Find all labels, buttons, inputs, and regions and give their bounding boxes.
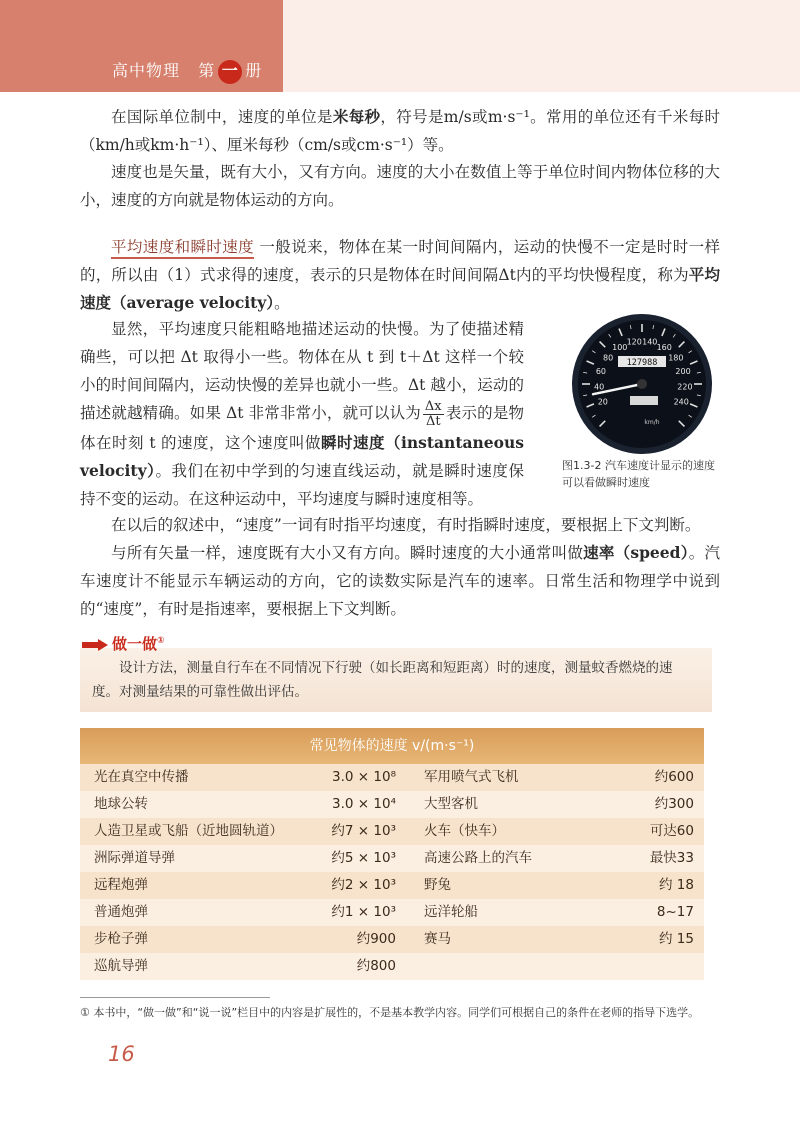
page-number: 16 xyxy=(108,1042,135,1066)
table-row xyxy=(80,953,704,980)
dial-label: 220 xyxy=(677,382,693,392)
text: ，符号是m/s或m·s⁻¹。常用的单位还有千米每时（km/h或km·h⁻¹）、厘米每秒（cm/s或cm·s⁻¹）等。 xyxy=(80,108,720,154)
text: 在国际单位制中，速度的单位是 xyxy=(111,108,333,126)
dial-label: 160 xyxy=(656,343,672,353)
header-band-light xyxy=(283,0,800,92)
table-row xyxy=(80,926,704,953)
table-row xyxy=(80,791,704,818)
object-name: 赛马 xyxy=(424,931,451,947)
speed-value: 约600 xyxy=(654,769,694,785)
dial-label: 80 xyxy=(603,353,614,363)
speed-value: 约7 × 10³ xyxy=(331,823,396,839)
trip-meter xyxy=(630,396,658,405)
needle-hub xyxy=(637,379,647,389)
text: 一般说来，物体在某一时间间隔内，运动的快慢不一定是时时一样的，所以由（1）式求得的速度，表示的只是物体在时间间隔Δt内的平均快慢程度，称为 xyxy=(80,238,720,284)
paragraph-units xyxy=(80,103,720,159)
fraction-dx-dt xyxy=(423,400,444,429)
fraction-denominator: Δt xyxy=(425,413,441,429)
dial-label: 180 xyxy=(668,353,684,363)
text: 表示的是物体在时刻 t 的速度，这个速度叫做 xyxy=(80,404,524,452)
keyword-english: （speed） xyxy=(614,543,689,562)
object-name: 洲际弹道导弹 xyxy=(94,850,175,866)
speed-value: 最快33 xyxy=(649,850,694,866)
footnote: ① 本书中，“做一做”和“说一说”栏目中的内容是扩展性的，不是基本教学内容。同学们可根据自己的条件在老师的指导下选学。 xyxy=(80,1006,700,1019)
arrow-icon xyxy=(82,639,108,651)
text: 。我们在初中学到的匀速直线运动，就是瞬时速度保持不变的运动。在这种运动中，平均速度与瞬时速度相等。 xyxy=(80,461,524,508)
table-row xyxy=(80,764,704,791)
activity-title xyxy=(82,633,165,654)
dial-label: 100 xyxy=(612,343,628,353)
speed-value xyxy=(600,953,704,980)
dial-label: 140 xyxy=(642,337,658,347)
table-title: 常见物体的速度 v/(m·s⁻¹) xyxy=(80,728,704,764)
speed-value: 约800 xyxy=(356,958,396,974)
speed-value: 3.0 × 10⁴ xyxy=(332,796,396,812)
text: 。汽车速度计不能显示车辆运动的方向，它的读数实际是汽车的速率。日常生活和物理学中说到的“速度”，有时是指速率，要根据上下文判断。 xyxy=(80,544,720,618)
speed-table xyxy=(80,728,704,980)
object-name: 光在真空中传播 xyxy=(94,769,189,785)
speedometer-figure xyxy=(562,312,722,457)
table-row xyxy=(80,899,704,926)
odometer-value: 127988 xyxy=(626,358,658,368)
unit-label: km/h xyxy=(644,419,660,426)
footnote-marker: ① xyxy=(157,636,165,646)
text: 显然，平均速度只能粗略地描述运动的快慢。为了使描述精确些，可以把 Δt 取得小一些。物体在从 t 到 t＋Δt 这样一个较小的时间间隔内，运动快慢的差异也就小一些。Δt 越小，运动的描述就越精确。如果 Δt 非常非常小，就可以认为 xyxy=(80,320,524,422)
section-tag: 平均速度和瞬时速度 xyxy=(111,238,254,259)
running-header xyxy=(112,58,262,84)
speed-value: 约2 × 10³ xyxy=(331,877,396,893)
table-row xyxy=(80,818,704,845)
book-title: 高中物理 xyxy=(112,61,181,80)
paragraph-vector: 速度也是矢量，既有大小，又有方向。速度的大小在数值上等于单位时间内物体位移的大小，速度的方向就是物体运动的方向。 xyxy=(80,163,720,209)
fraction-numerator: Δx xyxy=(424,398,442,414)
object-name: 地球公转 xyxy=(94,796,148,812)
volume-suffix: 册 xyxy=(245,61,263,80)
speed-value: 约1 × 10³ xyxy=(331,904,396,920)
object-name: 高速公路上的汽车 xyxy=(424,850,532,866)
dial-label: 20 xyxy=(597,397,608,407)
text: 。 xyxy=(274,294,290,312)
object-name xyxy=(400,953,600,980)
keyword-english: （instantaneous velocity） xyxy=(80,432,524,480)
object-name: 远洋轮船 xyxy=(424,904,478,920)
object-name: 步枪子弹 xyxy=(94,931,148,947)
speed-value: 8~17 xyxy=(656,904,694,920)
speed-value: 可达60 xyxy=(649,823,694,839)
activity-title-text: 做一做 xyxy=(112,635,158,653)
speed-value: 约 18 xyxy=(659,877,694,893)
figure-caption: 图1.3-2 汽车速度计显示的速度可以看做瞬时速度 xyxy=(562,459,715,489)
dial-label: 200 xyxy=(675,367,691,377)
table-row xyxy=(80,872,704,899)
object-name: 火车（快车） xyxy=(424,823,505,839)
paragraph-average-velocity xyxy=(80,233,720,317)
table-row xyxy=(80,845,704,872)
object-name: 远程炮弹 xyxy=(94,877,148,893)
object-name: 巡航导弹 xyxy=(94,958,148,974)
table-body xyxy=(80,764,704,980)
paragraph-speed xyxy=(80,539,720,623)
object-name: 军用喷气式飞机 xyxy=(424,769,519,785)
speed-value: 约5 × 10³ xyxy=(331,850,396,866)
object-name: 普通炮弹 xyxy=(94,904,148,920)
text: 与所有矢量一样，速度既有大小又有方向。瞬时速度的大小通常叫做 xyxy=(111,544,584,562)
dial-label: 60 xyxy=(595,367,607,377)
dial-label: 120 xyxy=(626,337,642,347)
keyword: 速率 xyxy=(583,543,615,562)
dial-label: 40 xyxy=(593,382,605,392)
footnote-divider xyxy=(80,997,270,998)
volume-number-badge: 一 xyxy=(218,60,242,84)
speed-value: 约900 xyxy=(356,931,396,947)
object-name: 人造卫星或飞船（近地圆轨道） xyxy=(94,823,283,839)
keyword: 平均速度 xyxy=(80,265,720,312)
keyword: 瞬时速度 xyxy=(320,432,385,452)
keyword-english: （average velocity） xyxy=(111,293,275,312)
paragraph-instantaneous xyxy=(80,315,524,513)
object-name: 野兔 xyxy=(424,877,451,893)
keyword: 米每秒 xyxy=(332,107,381,126)
object-name: 大型客机 xyxy=(424,796,478,812)
activity-text: 设计方法，测量自行车在不同情况下行驶（如长距离和短距离）时的速度，测量蚊香燃烧的速度。对测量结果的可靠性做出评估。 xyxy=(92,660,673,700)
speed-value: 约300 xyxy=(654,796,694,812)
volume-prefix: 第 xyxy=(198,61,216,80)
dial-label: 240 xyxy=(673,397,689,407)
speed-value: 约 15 xyxy=(659,931,694,947)
speed-value: 3.0 × 10⁸ xyxy=(332,769,396,785)
paragraph-usage: 在以后的叙述中，“速度”一词有时指平均速度，有时指瞬时速度，要根据上下文判断。 xyxy=(111,516,701,534)
